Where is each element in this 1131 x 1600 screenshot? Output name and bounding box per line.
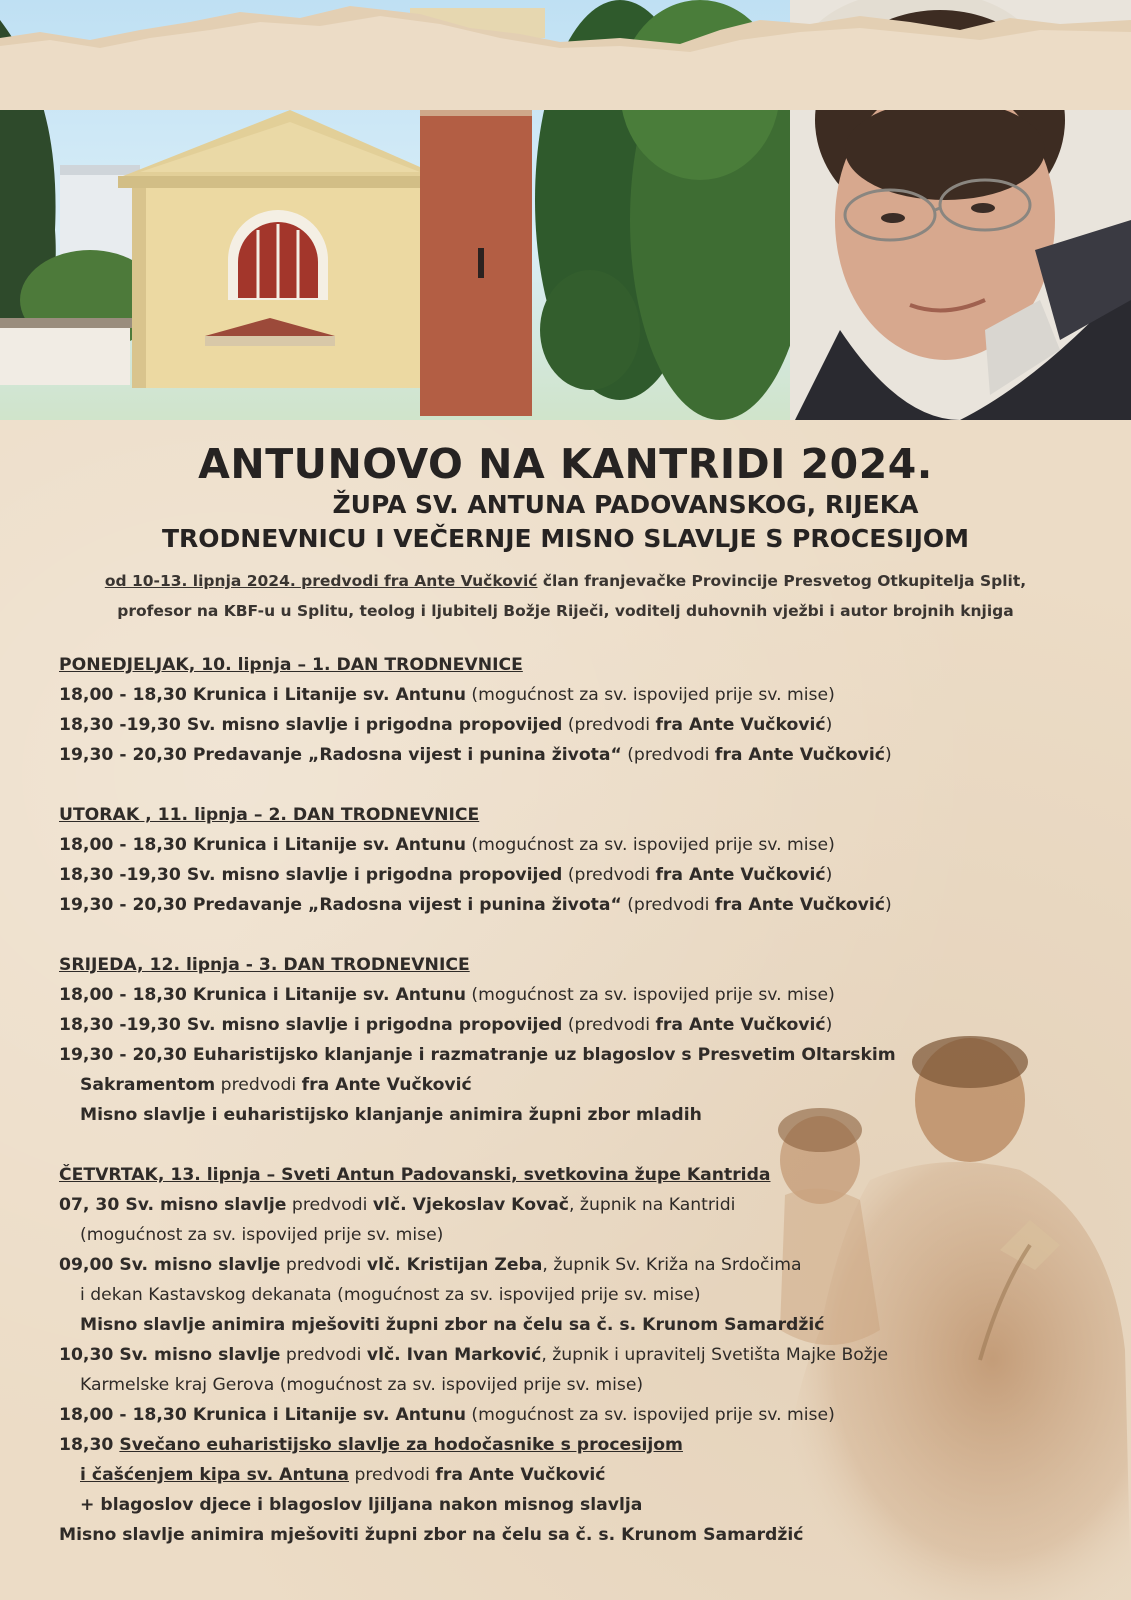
intro-underlined: od 10-13. lipnja 2024. predvodi fra Ante Vučković (104, 572, 538, 590)
day4-mass-2: 09,00 Sv. misno slavlje predvodi vlč. Kristijan Zeba, župnik Sv. Križa na Srdočima (59, 1255, 802, 1275)
day4-rosary: 18,00 - 18,30 Krunica i Litanije sv. Antunu (mogućnost za sv. ispovijed prije sv. mise) (59, 1405, 835, 1425)
event-subtitle: TRODNEVNICU I VEČERNJE MISNO SLAVLJE S PROCESIJOM (161, 524, 970, 553)
day2-heading: UTORAK , 11. lipnja – 2. DAN TRODNEVNICE (59, 805, 480, 825)
day4-mass-1: 07, 30 Sv. misno slavlje predvodi vlč. Vjekoslav Kovač, župnik na Kantridi (59, 1195, 736, 1215)
day4-mass-2-choir: Misno slavlje animira mješoviti župni zbor na čelu sa č. s. Krunom Samardžić (80, 1315, 825, 1335)
header-photo (0, 0, 1131, 430)
parish-subtitle: ŽUPA SV. ANTUNA PADOVANSKOG, RIJEKA (332, 490, 919, 519)
day1-item-1: 18,00 - 18,30 Krunica i Litanije sv. Antunu (mogućnost za sv. ispovijed prije sv. mise) (59, 685, 835, 705)
day2-item-2: 18,30 -19,30 Sv. misno slavlje i prigodna propovijed (predvodi fra Ante Vučković) (59, 865, 833, 885)
day1-item-2: 18,30 -19,30 Sv. misno slavlje i prigodna propovijed (predvodi fra Ante Vučković) (59, 715, 833, 735)
day4-blessing-note: + blagoslov djece i blagoslov ljiljana nakon misnog slavlja (80, 1495, 643, 1515)
day4-mass-2-note: i dekan Kastavskog dekanata (mogućnost za sv. ispovijed prije sv. mise) (80, 1285, 701, 1305)
day4-solemn-mass: 18,30 Svečano euharistijsko slavlje za hodočasnike s procesijom (59, 1435, 683, 1455)
day2-item-1: 18,00 - 18,30 Krunica i Litanije sv. Antunu (mogućnost za sv. ispovijed prije sv. mise) (59, 835, 835, 855)
day4-heading: ČETVRTAK, 13. lipnja – Sveti Antun Padovanski, svetkovina župe Kantrida (59, 1165, 771, 1185)
program-schedule (59, 650, 1059, 1550)
day3-heading: SRIJEDA, 12. lipnja - 3. DAN TRODNEVNICE (59, 955, 470, 975)
day3-item-2: 18,30 -19,30 Sv. misno slavlje i prigodna propovijed (predvodi fra Ante Vučković) (59, 1015, 833, 1035)
day4-mass-3: 10,30 Sv. misno slavlje predvodi vlč. Ivan Marković, župnik i upravitelj Svetišta Majke Božje (59, 1345, 889, 1365)
day3-item-1: 18,00 - 18,30 Krunica i Litanije sv. Antunu (mogućnost za sv. ispovijed prije sv. mise) (59, 985, 835, 1005)
torn-paper-edge (0, 0, 1131, 110)
day2-item-3: 19,30 - 20,30 Predavanje „Radosna vijest i punina života“ (predvodi fra Ante Vučković) (59, 895, 892, 915)
day4-mass-1-note: (mogućnost za sv. ispovijed prije sv. mise) (80, 1225, 444, 1245)
intro-line-1 (0, 572, 1131, 590)
day4-choir-note: Misno slavlje animira mješoviti župni zbor na čelu sa č. s. Krunom Samardžić (59, 1525, 804, 1545)
page-title: ANTUNOVO NA KANTRIDI 2024. (198, 440, 933, 488)
day3-item-3: 19,30 - 20,30 Euharistijsko klanjanje i razmatranje uz blagoslov s Presvetim Oltarskim (59, 1045, 896, 1065)
day3-item-3-cont: Sakramentom predvodi fra Ante Vučković (80, 1075, 472, 1095)
intro-rest: član franjevačke Provincije Presvetog Otkupitelja Split, (537, 572, 1027, 590)
day4-mass-3-note: Karmelske kraj Gerova (mogućnost za sv. ispovijed prije sv. mise) (80, 1375, 644, 1395)
day1-heading: PONEDJELJAK, 10. lipnja – 1. DAN TRODNEVNICE (59, 655, 523, 675)
day1-item-3: 19,30 - 20,30 Predavanje „Radosna vijest i punina života“ (predvodi fra Ante Vučković) (59, 745, 892, 765)
day3-choir-note: Misno slavlje i euharistijsko klanjanje animira župni zbor mladih (80, 1105, 702, 1125)
day4-solemn-mass-cont: i čašćenjem kipa sv. Antuna predvodi fra Ante Vučković (80, 1465, 606, 1485)
intro-line-2: profesor na KBF-u u Splitu, teolog i ljubitelj Božje Riječi, voditelj duhovnih vježbi i autor brojnih knjiga (117, 602, 1014, 620)
